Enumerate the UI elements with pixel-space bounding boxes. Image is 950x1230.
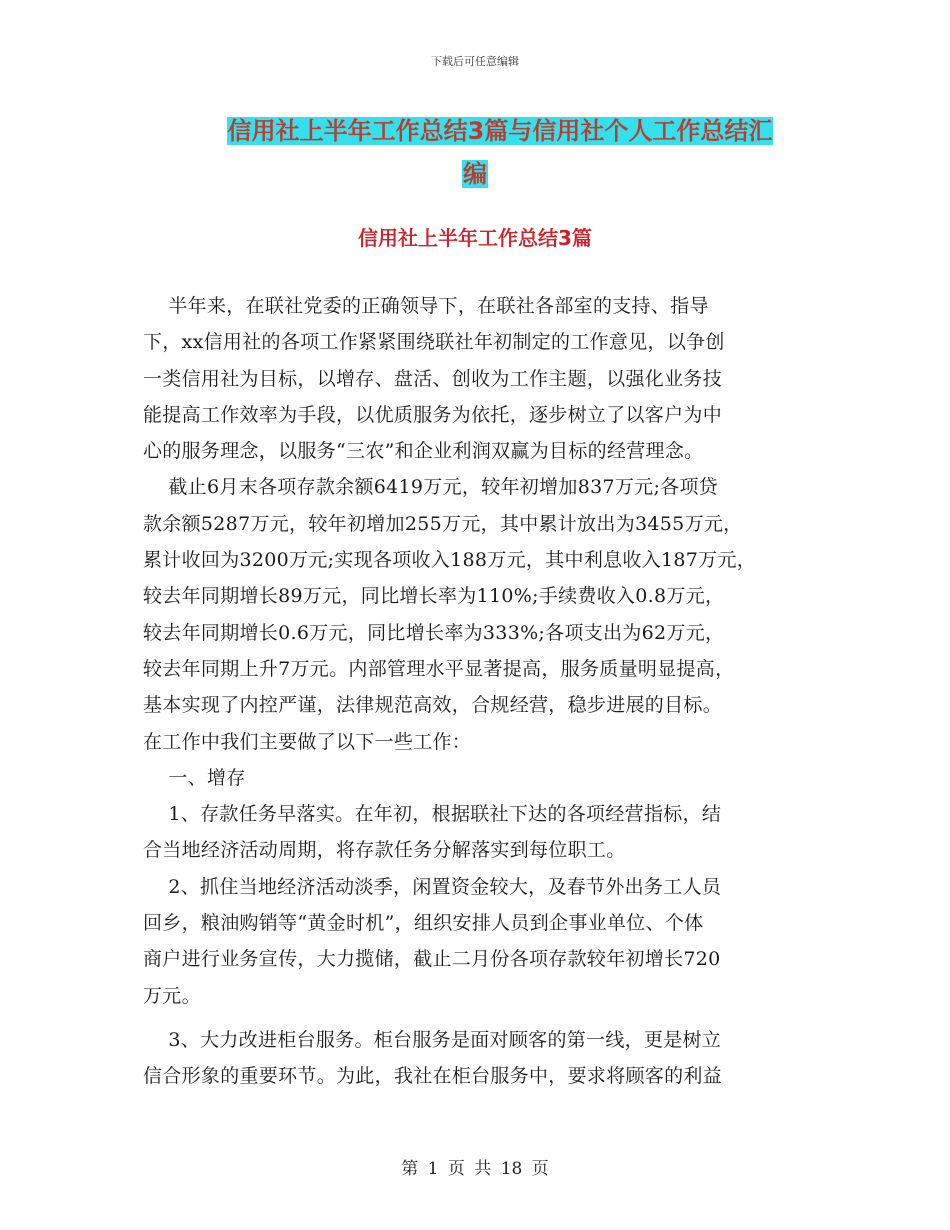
title-highlight-2: 编 <box>463 160 487 188</box>
section-title: 信用社上半年工作总结3篇 <box>358 226 592 250</box>
paragraph-gap <box>143 1014 823 1022</box>
text-line: 商户进行业务宣传，大力揽储，截止二月份各项存款较年初增长720 <box>143 948 721 971</box>
text-line: 半年来，在联社党委的正确领导下，在联社各部室的支持、指导 <box>143 295 709 317</box>
text-line: 较去年同期增长89万元，同比增长率为110%;手续费收入0.8万元， <box>143 585 725 608</box>
text-line: 心的服务理念，以服务“三农”和企业利润双赢为目标的经营理念。 <box>143 440 704 463</box>
text-line: 1、存款任务早落实。在年初，根据联社下达的各项经营指标，结 <box>143 803 722 826</box>
text-line: 截止6月末各项存款余额6419万元，较年初增加837万元;各项贷 <box>143 476 719 499</box>
document-title-line-1 <box>0 109 950 153</box>
document-title-line-2 <box>0 152 950 196</box>
text-line: 合当地经济活动周期，将存款任务分解落实到每位职工。 <box>143 839 626 862</box>
text-line: 在工作中我们主要做了以下一些工作： <box>143 730 472 753</box>
text-line: 回乡，粮油购销等“黄金时机”，组织安排人员到企事业单位、个体 <box>143 912 704 935</box>
text-line: 2、抓住当地经济活动淡季，闲置资金较大，及春节外出务工人员 <box>143 875 722 898</box>
body-text <box>143 288 823 1095</box>
header-note: 下载后可任意编辑 <box>431 55 519 68</box>
text-line: 款余额5287万元，较年初增加255万元，其中累计放出为3455万元， <box>143 512 743 535</box>
text-line: 信合形象的重要环节。为此，我社在柜台服务中，要求将顾客的利益 <box>143 1065 723 1088</box>
text-line: 较去年同期增长0.6万元，同比增长率为333%;各项支出为62万元， <box>143 621 725 644</box>
text-line: 能提高工作效率为手段，以优质服务为依托，逐步树立了以客户为中 <box>143 403 723 426</box>
text-line: 3、大力改进柜台服务。柜台服务是面对顾客的第一线，更是树立 <box>143 1028 722 1051</box>
page-footer: 第 1 页 共 18 页 <box>401 1159 549 1179</box>
text-line: 一、增存 <box>143 766 246 789</box>
text-line: 万元。 <box>143 984 201 1007</box>
text-line: 下，xx信用社的各项工作紧紧围绕联社年初制定的工作意见，以争创 <box>143 331 725 354</box>
text-line: 较去年同期上升7万元。内部管理水平显著提高，服务质量明显提高， <box>143 657 735 680</box>
text-line: 基本实现了内控严谨，法律规范高效，合规经营，稳步进展的目标。 <box>143 694 723 717</box>
title-highlight-1: 信用社上半年工作总结3篇与信用社个人工作总结汇 <box>227 117 773 145</box>
text-line: 一类信用社为目标，以增存、盘活、创收为工作主题，以强化业务技 <box>143 367 723 390</box>
text-line: 累计收回为3200万元;实现各项收入188万元，其中利息收入187万元， <box>143 549 757 572</box>
